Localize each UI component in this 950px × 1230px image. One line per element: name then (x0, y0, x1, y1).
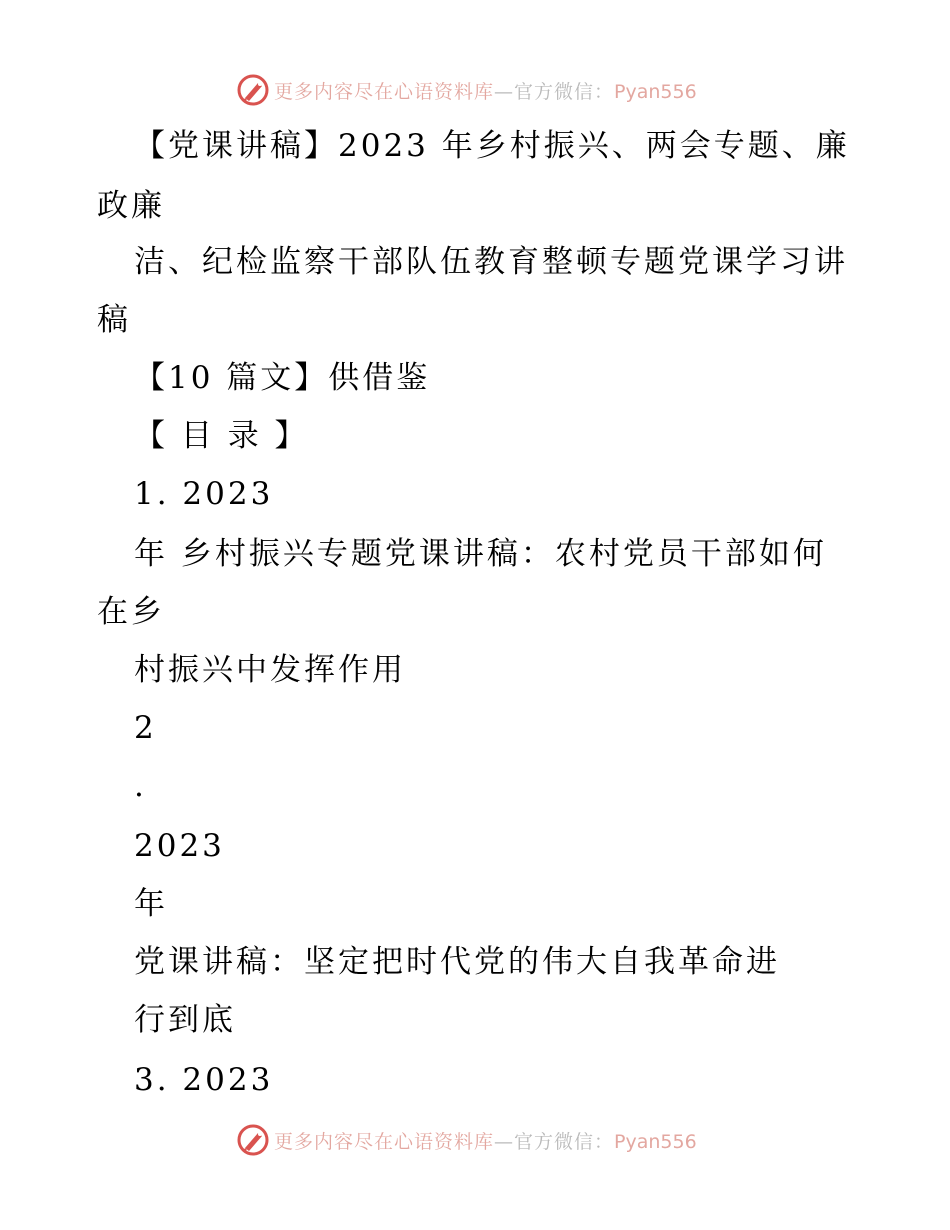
watermark-text (274, 1127, 697, 1154)
text-line: 在乡 (97, 594, 165, 630)
text-line: 村振兴中发挥作用 (134, 652, 406, 688)
watermark-footer (236, 1122, 697, 1158)
text-line: 2 (134, 710, 157, 746)
pen-logo-icon (236, 1123, 270, 1157)
watermark-official: 官方微信： (514, 80, 615, 103)
text-line: 行到底 (134, 1002, 236, 1038)
watermark-account: Pyan556 (614, 1130, 697, 1153)
text-line: 【党课讲稿】2023 年乡村振兴、两会专题、廉 (134, 128, 850, 164)
text-line: 政廉 (97, 188, 165, 224)
watermark-separator: — (494, 1130, 515, 1153)
text-line: 洁、纪检监察干部队伍教育整顿专题党课学习讲 (134, 244, 848, 280)
text-line: 年 (134, 886, 168, 922)
watermark-main: 更多内容尽在心语资料库 (274, 1130, 495, 1153)
text-line: 【10 篇文】供借鉴 (134, 360, 431, 396)
text-line: 1. 2023 (134, 476, 274, 512)
text-line: 年 乡村振兴专题党课讲稿：农村党员干部如何 (134, 536, 827, 572)
text-line: 3. 2023 (134, 1062, 274, 1098)
text-line: . (134, 768, 147, 804)
watermark-account: Pyan556 (614, 80, 697, 103)
text-line: 党课讲稿：坚定把时代党的伟大自我革命进 (134, 944, 780, 980)
watermark-main: 更多内容尽在心语资料库 (274, 80, 495, 103)
watermark-separator: — (494, 80, 515, 103)
text-line: 【 目 录 】 (134, 418, 309, 454)
text-line: 2023 (134, 828, 225, 864)
text-line: 稿 (97, 302, 131, 338)
watermark-official: 官方微信： (514, 1130, 615, 1153)
